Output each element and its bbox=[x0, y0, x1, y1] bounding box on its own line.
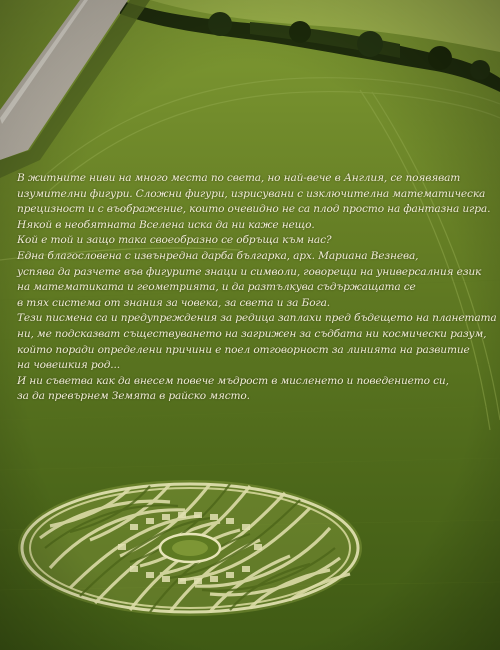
paragraph-line: ни, ме подсказват съществуването на загрижен за съдбата ни космически разум, bbox=[17, 327, 487, 340]
paragraph-line: прецизност и с въображение, които очевидно не са плод просто на фантазна игра. bbox=[17, 203, 491, 216]
paragraph-line: Тези писмена са и предупреждения за редица заплахи пред бъдещето на планетата bbox=[17, 312, 497, 325]
paragraph-line: на математиката и геометрията, и да разтълкува съдържащата се bbox=[17, 281, 416, 294]
paragraph-line: на човешкия род... bbox=[17, 359, 120, 372]
paragraph-line: успява да разчете във фигурите знаци и символи, говорещи на универсалния език bbox=[17, 265, 482, 278]
paragraph-line: Някой в необятната Вселена иска да ни каже нещо. bbox=[17, 218, 315, 231]
paragraph-line: Една благословена с извънредна дарба българка, арх. Мариана Везнева, bbox=[17, 249, 419, 262]
paragraph-line: Кой е той и защо така своеобразно се обръща към нас? bbox=[17, 234, 332, 247]
paragraph-line: И ни съветва как да внесем повече мъдрост в мисленето и поведението си, bbox=[17, 374, 449, 387]
paragraph-line: за да превърнем Земята в райско място. bbox=[17, 390, 250, 403]
cover-description bbox=[17, 171, 497, 405]
paragraph-line: изумителни фигури. Сложни фигури, изрисувани с изключителна математическа bbox=[17, 187, 486, 200]
paragraph-line: който поради определени причини е поел отговорност за линията на развитие bbox=[17, 343, 470, 356]
paragraph-line: В житните ниви на много места по света, но най-вече в Англия, се появяват bbox=[17, 172, 461, 184]
paragraph-line: в тях система от знания за човека, за света и за Бога. bbox=[17, 296, 331, 309]
